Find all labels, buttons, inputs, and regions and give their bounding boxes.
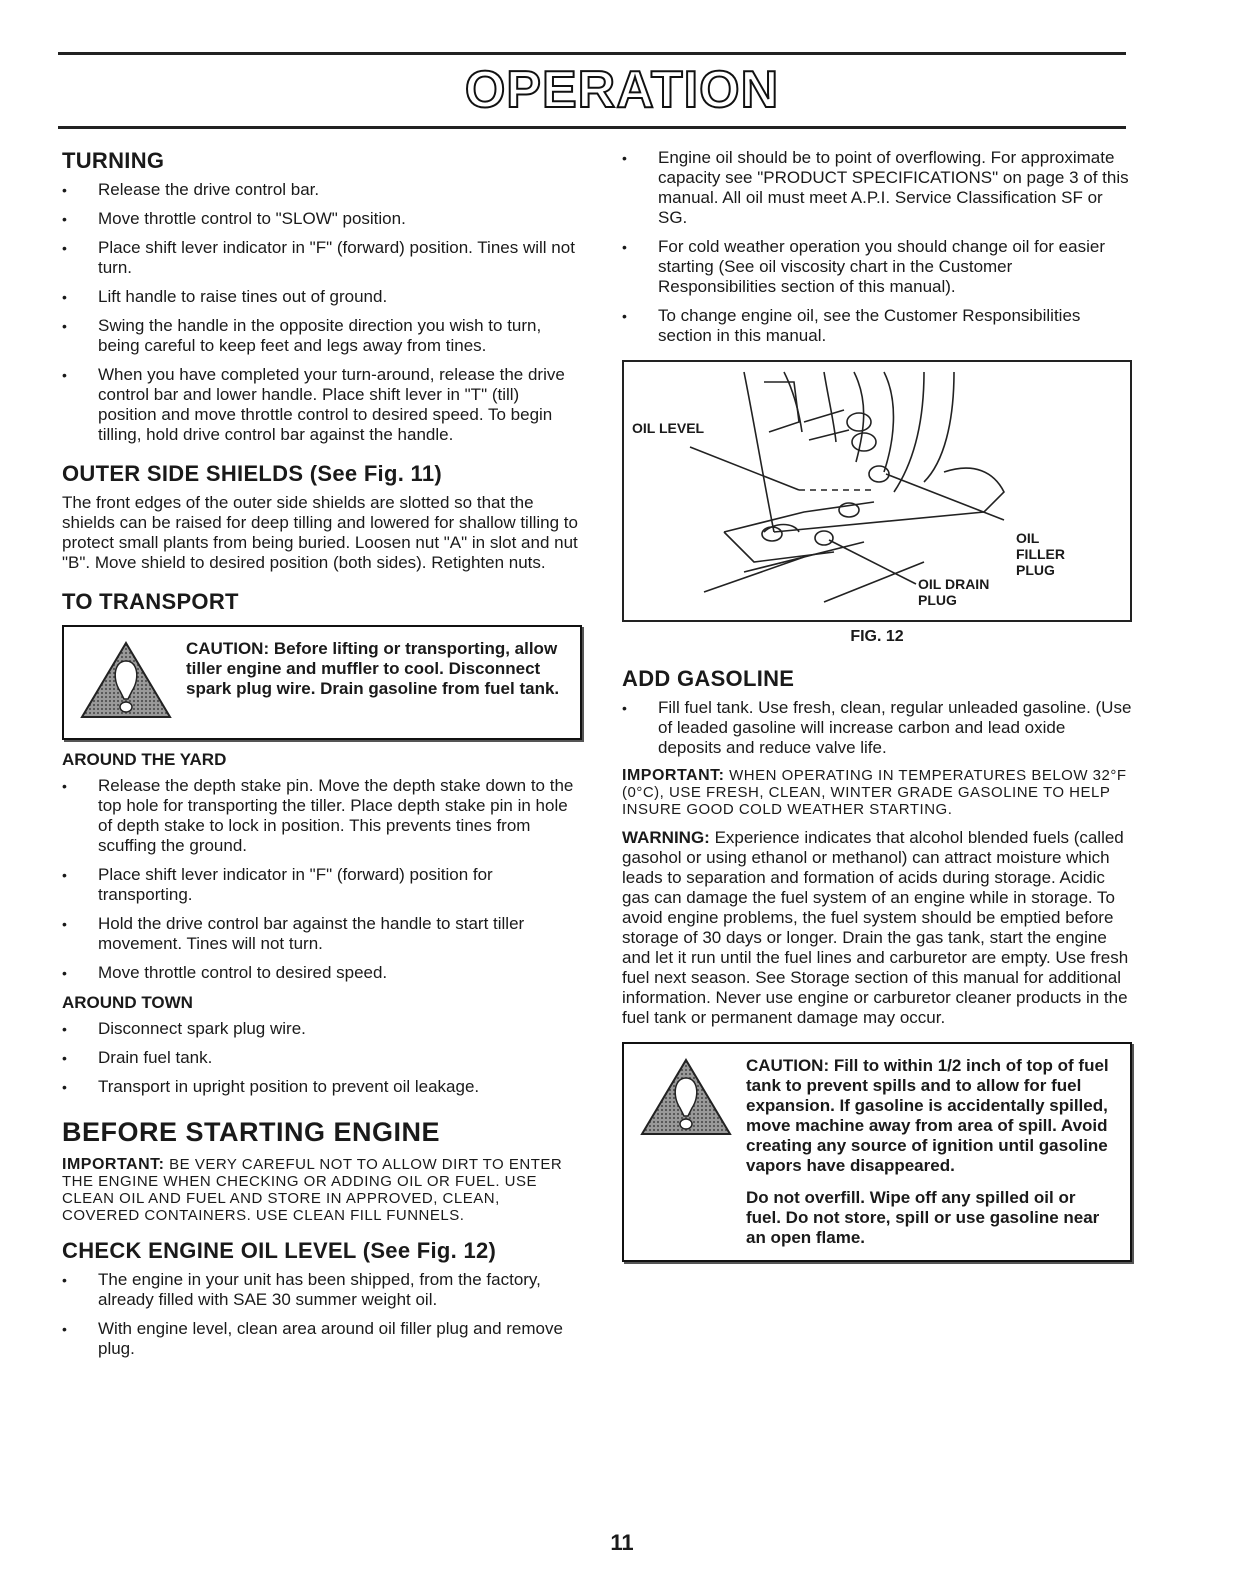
list-item: • Transport in upright position to prevent oil leakage. xyxy=(62,1077,582,1097)
gasoline-caution-box xyxy=(622,1042,1132,1262)
list-item: • Move throttle control to desired speed. xyxy=(62,963,582,983)
list-item: • For cold weather operation you should change oil for easier starting (See oil viscosity chart in the Customer Responsibilities section of this manual). xyxy=(622,237,1132,297)
important-text: WHEN OPERATING IN TEMPERATURES BELOW 32°F (0°C), USE FRESH, CLEAN, WINTER GRADE GASOLINE TO HELP INSURE GOOD COLD WEATHER STARTING. xyxy=(622,767,1127,818)
important-text: BE VERY CAREFUL NOT TO ALLOW DIRT TO ENTER THE ENGINE WHEN CHECKING OR ADDING OIL OR FUEL. USE CLEAN OIL AND FUEL AND STORE IN APPROVED, CLEAN, COVERED CONTAINERS. USE CLEAN FILL FUNNELS. xyxy=(62,1156,563,1224)
around-yard-heading: AROUND THE YARD xyxy=(62,750,227,769)
gasoline-caution-text xyxy=(746,1056,1112,1248)
list-item: • Hold the drive control bar against the handle to start tiller movement. Tines will not turn. xyxy=(62,914,582,954)
list-item: • Place shift lever indicator in "F" (forward) position. Tines will not turn. xyxy=(62,238,582,278)
engine-oil-diagram xyxy=(624,362,1130,620)
around-town-list xyxy=(62,1019,582,1097)
page-number: 11 xyxy=(610,1530,634,1555)
list-item: • Drain fuel tank. xyxy=(62,1048,582,1068)
around-yard-list xyxy=(62,776,582,983)
transport-caution-box xyxy=(62,625,582,740)
add-gasoline-heading: ADD GASOLINE xyxy=(622,666,795,691)
list-item: • To change engine oil, see the Customer Responsibilities section in this manual. xyxy=(622,306,1132,346)
outer-shields-heading: OUTER SIDE SHIELDS (See Fig. 11) xyxy=(62,461,443,486)
outer-shields-text: The front edges of the outer side shields are slotted so that the shields can be raised for deep tilling and lowered for shallow tilling to protect small plants from being buried. Loosen nut "A" in slot and nut "B". Move shield to desired position (both sides). Retighten nuts. xyxy=(62,493,578,572)
around-town-heading: AROUND TOWN xyxy=(62,993,193,1012)
list-item: • Swing the handle in the opposite direction you wish to turn, being careful to keep feet and legs away from tines. xyxy=(62,316,582,356)
list-item: • Release the drive control bar. xyxy=(62,180,582,200)
warning-text: Experience indicates that alcohol blended fuels (called gasohol or using ethanol or methanol) can attract moisture which leads to separation and formation of acids during storage. Acidic gas can damage the fuel system of an engine while in storage. To avoid engine problems, the fuel system should be emptied before storage of 30 days or longer. Drain the gas tank, start the engine and let it run until the fuel lines and carburetor are empty. Use fresh fuel next season. See Storage section of this manual for additional information. Never use engine or carburetor cleaner products in the fuel tank or permanent damage may occur. xyxy=(622,828,1129,1027)
oil-filler-plug-label: OIL FILLER PLUG xyxy=(1016,530,1065,578)
title-underline-rule xyxy=(58,126,1126,129)
important-label: IMPORTANT: xyxy=(622,767,725,784)
gasoline-warning xyxy=(622,828,1132,1028)
list-item: • When you have completed your turn-around, release the drive control bar and lower handle. Place shift lever in "T" (till) position and move throttle control to desired speed. To begin tilling, hold drive control bar against the handle. xyxy=(62,365,582,445)
list-item: • Disconnect spark plug wire. xyxy=(62,1019,582,1039)
gasoline-caution-2: Do not overfill. Wipe off any spilled oil or fuel. Do not store, spill or use gasoline near an open flame. xyxy=(746,1188,1100,1247)
check-oil-list-right xyxy=(622,148,1132,346)
important-label: IMPORTANT: xyxy=(62,1156,165,1173)
caution-warning-icon xyxy=(640,1056,732,1248)
caution-warning-icon xyxy=(80,639,172,726)
before-starting-important xyxy=(62,1156,582,1224)
right-column xyxy=(622,148,1132,1270)
top-rule xyxy=(58,52,1126,55)
list-item: • Lift handle to raise tines out of ground. xyxy=(62,287,582,307)
turning-heading: TURNING xyxy=(62,148,165,173)
warning-label: WARNING: xyxy=(622,828,710,847)
list-item: • With engine level, clean area around oil filler plug and remove plug. xyxy=(62,1319,582,1359)
check-oil-heading: CHECK ENGINE OIL LEVEL (See Fig. 12) xyxy=(62,1238,497,1263)
list-item: • Place shift lever indicator in "F" (forward) position for transporting. xyxy=(62,865,582,905)
page-title: OPERATION xyxy=(464,61,780,119)
gasoline-important xyxy=(622,767,1132,818)
list-item: • Release the depth stake pin. Move the depth stake down to the top hole for transporting the tiller. Place depth stake pin in hole of depth stake to lock in position. This prevents tines from scuffing the ground. xyxy=(62,776,582,856)
figure-12-box xyxy=(622,360,1132,622)
list-item: • Move throttle control to "SLOW" position. xyxy=(62,209,582,229)
before-starting-heading: BEFORE STARTING ENGINE xyxy=(62,1117,441,1147)
check-oil-list-left xyxy=(62,1270,582,1359)
transport-caution-text: CAUTION: Before lifting or transporting, allow tiller engine and muffler to cool. Disconnect spark plug wire. Drain gasoline from fuel tank. xyxy=(186,639,560,698)
list-item: • Engine oil should be to point of overflowing. For approximate capacity see "PRODUCT SPECIFICATIONS" on page 3 of this manual. All oil must meet A.P.I. Service Classification SF or SG. xyxy=(622,148,1132,228)
oil-drain-plug-label: OIL DRAIN PLUG xyxy=(918,576,990,608)
list-item: • Fill fuel tank. Use fresh, clean, regular unleaded gasoline. (Use of leaded gasoline will increase carbon and lead oxide deposits and reduce valve life. xyxy=(622,698,1132,758)
gasoline-caution-1: CAUTION: Fill to within 1/2 inch of top of fuel tank to prevent spills and to allow for fuel expansion. If gasoline is accidentally spilled, move machine away from area of spill. Avoid creating any source of ignition until gasoline vapors have disappeared. xyxy=(746,1056,1109,1175)
list-item: • The engine in your unit has been shipped, from the factory, already filled with SAE 30 summer weight oil. xyxy=(62,1270,582,1310)
figure-caption: FIG. 12 xyxy=(850,628,904,645)
oil-level-label: OIL LEVEL xyxy=(632,420,705,436)
turning-list xyxy=(62,180,582,445)
add-gasoline-list xyxy=(622,698,1132,758)
transport-heading: TO TRANSPORT xyxy=(62,589,239,614)
left-column xyxy=(62,148,582,1368)
